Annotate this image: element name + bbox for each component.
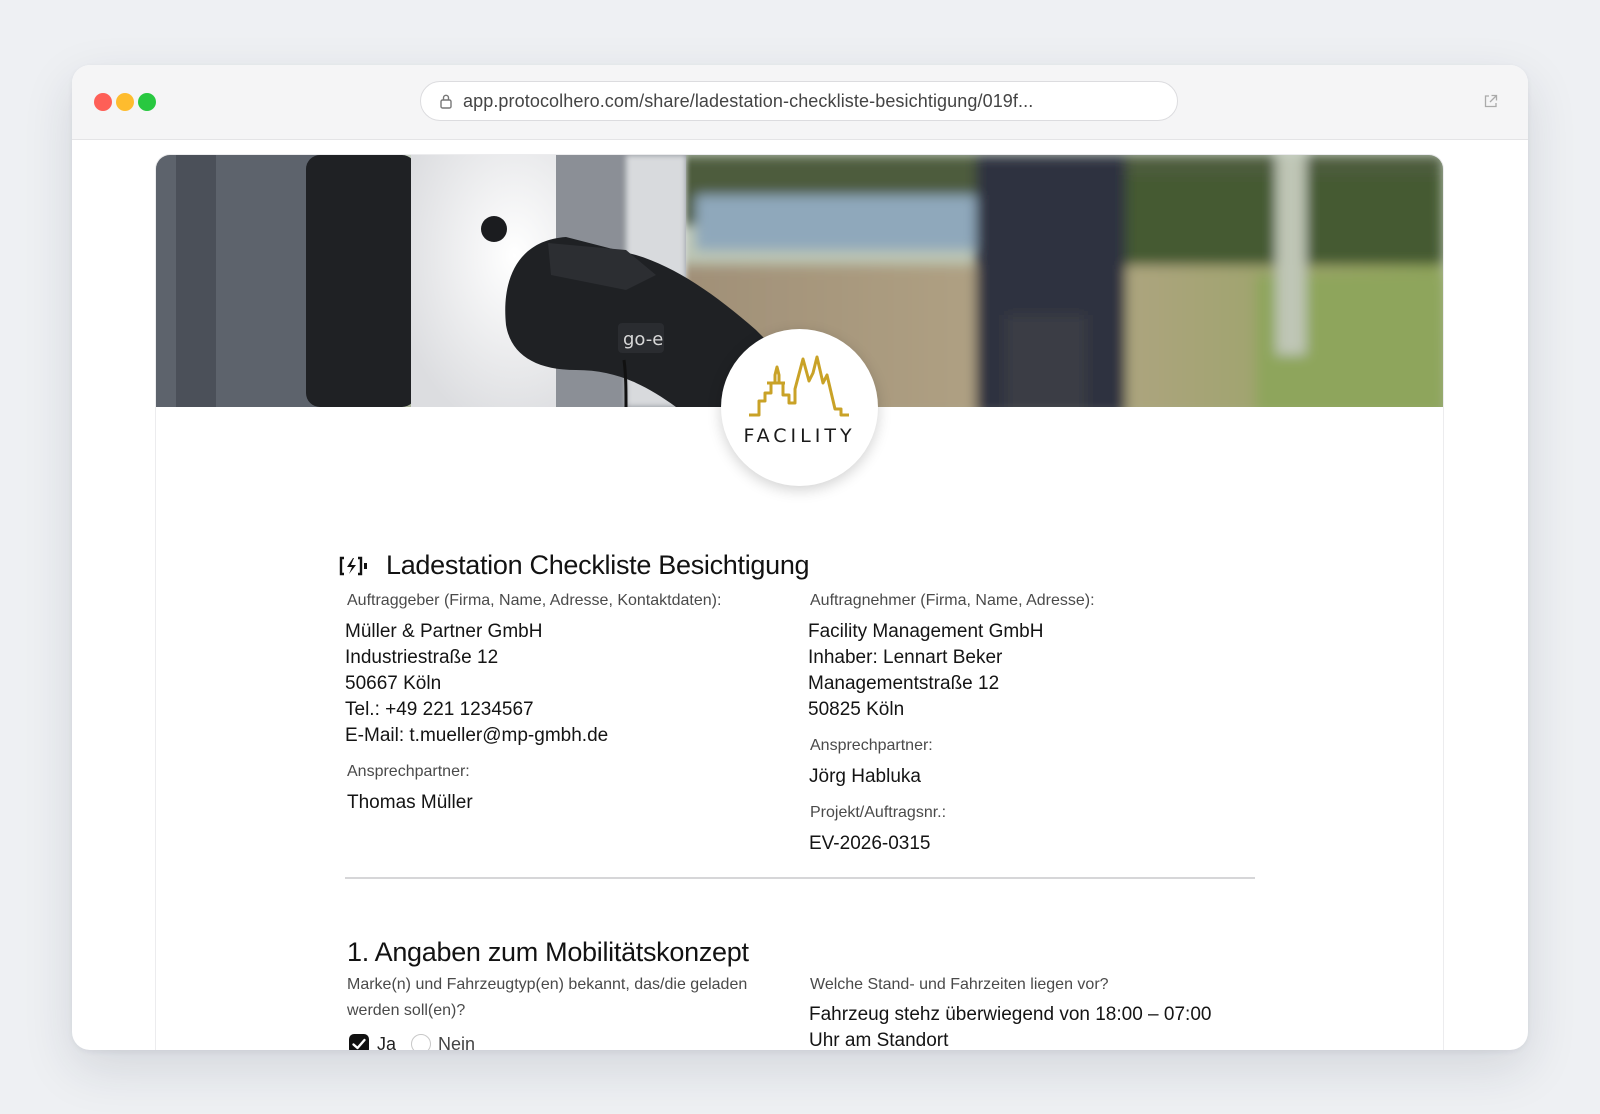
browser-toolbar [72, 65, 1528, 140]
client-line: Industriestraße 12 [345, 647, 499, 668]
page-content [72, 140, 1528, 1050]
contractor-contact-value: Jörg Habluka [809, 766, 921, 787]
question-label: Marke(n) und Fahrzeugtyp(en) bekannt, das/die geladen [347, 976, 748, 993]
document-title: Ladestation Checkliste Besichtigung [386, 550, 810, 580]
close-window-button[interactable] [94, 93, 112, 111]
contractor-label: Auftragnehmer (Firma, Name, Adresse): [810, 592, 1095, 609]
answer-value: Fahrzeug stehz überwiegend von 18:00 – 07:00 [809, 1004, 1212, 1025]
maximize-window-button[interactable] [138, 93, 156, 111]
client-line: Müller & Partner GmbH [345, 621, 543, 642]
minimize-window-button[interactable] [116, 93, 134, 111]
check-icon [349, 1034, 369, 1050]
company-logo [721, 329, 878, 486]
yes-checkbox[interactable] [349, 1034, 369, 1050]
client-line: 50667 Köln [345, 673, 442, 694]
client-contact-value: Thomas Müller [347, 792, 473, 813]
contractor-line: 50825 Köln [808, 699, 905, 720]
yes-option-label[interactable]: Ja [377, 1034, 397, 1050]
browser-window [72, 65, 1528, 1050]
external-link-icon[interactable] [1483, 94, 1498, 109]
contractor-line: Facility Management GmbH [808, 621, 1044, 642]
project-number-value: EV-2026-0315 [809, 833, 931, 854]
contractor-line: Inhaber: Lennart Beker [808, 647, 1003, 668]
contractor-line: Managementstraße 12 [808, 673, 1000, 694]
answer-value: Uhr am Standort [809, 1030, 949, 1050]
ev-charger-icon [338, 555, 370, 577]
question-label: werden soll(en)? [347, 1002, 466, 1019]
logo-text: FACILITY [743, 425, 856, 447]
section-heading: 1. Angaben zum Mobilitätskonzept [347, 937, 749, 967]
contractor-contact-label: Ansprechpartner: [810, 737, 933, 754]
client-contact-label: Ansprechpartner: [347, 763, 470, 780]
no-checkbox[interactable] [411, 1034, 431, 1050]
question-label: Welche Stand- und Fahrzeiten liegen vor? [810, 976, 1109, 993]
section-divider [345, 877, 1255, 879]
project-number-label: Projekt/Auftragsnr.: [810, 804, 947, 821]
client-label: Auftraggeber (Firma, Name, Adresse, Kontaktdaten): [347, 592, 722, 609]
document-card [156, 155, 1443, 1050]
client-line: E-Mail: t.mueller@mp-gmbh.de [345, 725, 609, 746]
document-title-row [338, 550, 809, 581]
url-text: app.protocolhero.com/share/ladestation-checkliste-besichtigung/019f... [463, 90, 1034, 111]
lock-icon [439, 93, 453, 109]
address-bar[interactable] [420, 81, 1178, 121]
svg-text:go-e: go-e [623, 329, 664, 350]
client-line: Tel.: +49 221 1234567 [345, 699, 534, 720]
skyline-logo-icon [745, 353, 854, 421]
no-option-label[interactable]: Nein [438, 1034, 476, 1050]
